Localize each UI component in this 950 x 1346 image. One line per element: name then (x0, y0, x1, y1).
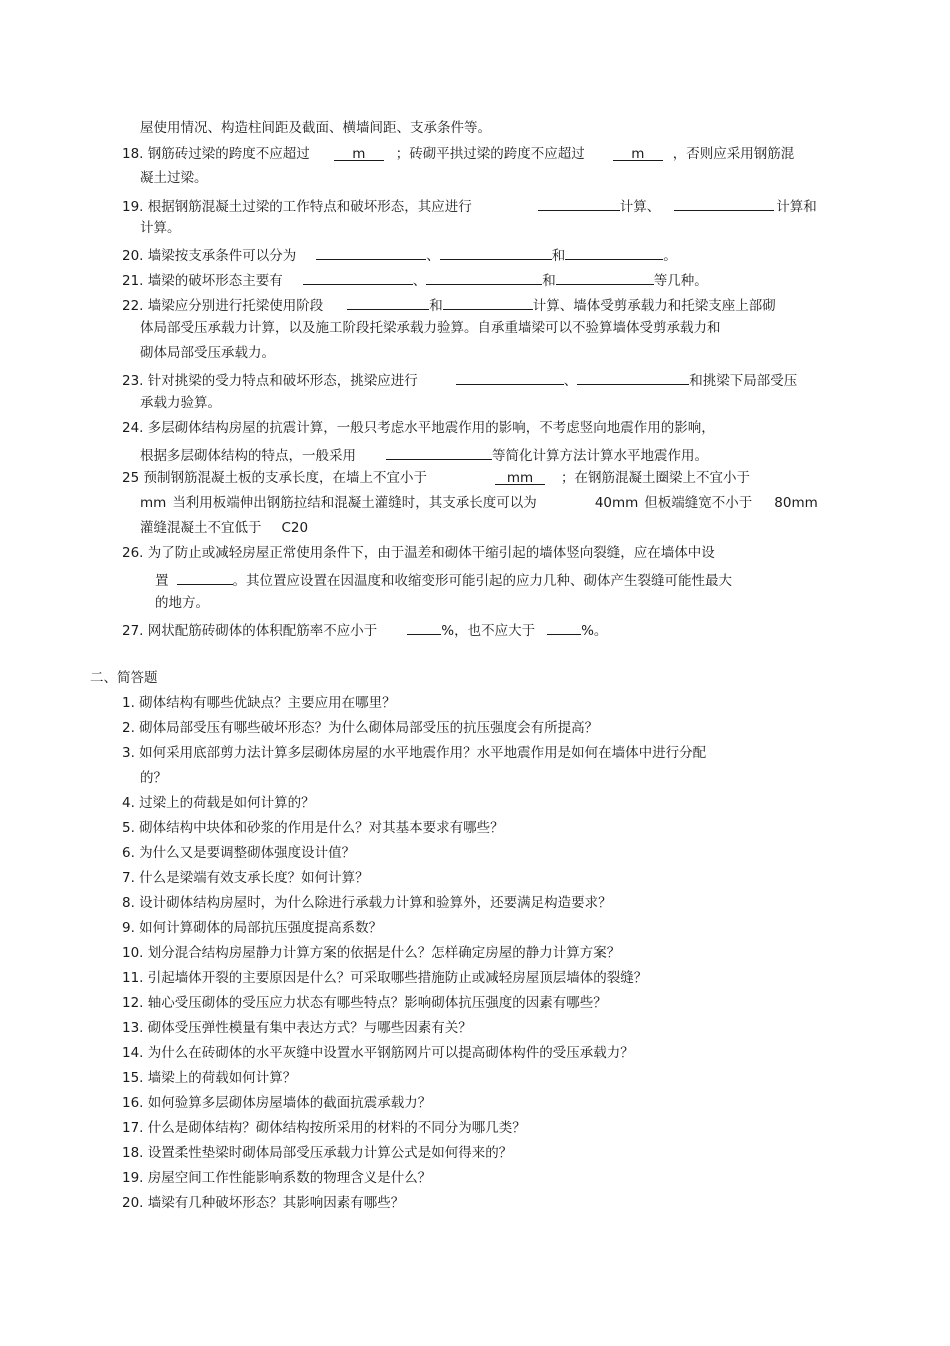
q25-text: 当利用板端伸出钢筋拉结和混凝土灌缝时，其支承长度可以为 (172, 495, 537, 511)
list-item: 6. 为什么又是要调整砌体强度设计值？ (122, 845, 356, 861)
list-item: 8. 设计砌体结构房屋时，为什么除进行承载力计算和验算外，还要满足构造要求？ (122, 895, 612, 911)
question-26-cont: 的地方。 (155, 595, 209, 611)
q21-text: 等几种。 (653, 273, 708, 289)
blank (538, 195, 620, 211)
question-19-cont: 计算。 (140, 220, 181, 236)
q20-text: 20. 墙梁按支承条件可以分为 (122, 248, 297, 264)
q24-text: 等简化计算方法计算水平地震作用。 (492, 448, 708, 464)
question-24: 24. 多层砌体结构房屋的抗震计算，一般只考虑水平地震作用的影响，不考虑竖向地震作用的影响， (122, 420, 715, 436)
q22-text: 和 (429, 298, 443, 314)
list-item: 3. 如何采用底部剪力法计算多层砌体房屋的水平地震作用？水平地震作用是如何在墙体中进行分配 (122, 745, 707, 761)
q22-text: 22. 墙梁应分别进行托梁使用阶段 (122, 298, 324, 314)
unit: m (631, 146, 645, 162)
q21-text: 和 (542, 273, 556, 289)
blank (177, 569, 233, 585)
list-item: 15. 墙梁上的荷载如何计算？ (122, 1070, 297, 1086)
question-25-cont (140, 519, 308, 537)
list-item: 11. 引起墙体开裂的主要原因是什么？可采取哪些措施防止或减轻房屋顶层墙体的裂缝？ (122, 970, 648, 986)
q20-text: 、 (426, 248, 440, 264)
blank (334, 145, 384, 161)
q23-text: 、 (563, 373, 578, 389)
blank (443, 294, 533, 310)
q26-text: 置 (155, 573, 169, 589)
q25-text: 但板端缝宽不小于 (644, 495, 753, 511)
question-25 (122, 469, 750, 487)
question-18-cont: 凝土过梁。 (140, 170, 208, 186)
q18-text: 18. 钢筋砖过梁的跨度不应超过 (122, 146, 310, 162)
q27-text: 27. 网状配筋砖砌体的体积配筋率不应小于 (122, 623, 378, 639)
q25-text: ；在钢筋混凝土圈梁上不宜小于 (560, 470, 750, 486)
list-item: 2. 砌体局部受压有哪些破坏形态？为什么砌体局部受压的抗压强度会有所提高？ (122, 720, 599, 736)
list-item-cont: 的？ (140, 770, 167, 786)
unit: mm (506, 470, 534, 486)
q21-text: 21. 墙梁的破坏形态主要有 (122, 273, 283, 289)
q19-text: 计算、 (619, 199, 661, 215)
text-line: 屋使用情况、构造柱间距及截面、横墙间距、支承条件等。 (140, 120, 491, 136)
question-21 (122, 269, 708, 290)
blank (347, 294, 429, 310)
q23-text: 和挑梁下局部受压 (689, 373, 798, 389)
q25-value: C20 (281, 520, 309, 536)
q25-value: 40mm (594, 495, 639, 511)
blank (565, 244, 663, 260)
blank (316, 244, 426, 260)
list-item: 7. 什么是梁端有效支承长度？如何计算？ (122, 870, 369, 886)
section-title: 二、简答题 (90, 670, 158, 686)
question-23 (122, 369, 797, 390)
list-item: 19. 房屋空间工作性能影响系数的物理含义是什么？ (122, 1170, 432, 1186)
question-26: 26. 为了防止或减轻房屋正常使用条件下，由于温差和砌体干缩引起的墙体竖向裂缝，应在墙体中设 (122, 545, 715, 561)
q18-text: ，否则应采用钢筋混 (672, 146, 795, 162)
question-18 (122, 145, 794, 163)
q18-text: ；砖砌平拱过梁的跨度不应超过 (395, 146, 585, 162)
list-item: 1. 砌体结构有哪些优缺点？主要应用在哪里？ (122, 695, 396, 711)
blank (547, 619, 581, 635)
q27-text: %。 (581, 623, 608, 639)
q25-text: 25 预制钢筋混凝土板的支承长度，在墙上不宜小于 (122, 470, 427, 486)
q20-text: 。 (663, 248, 677, 264)
blank (674, 195, 774, 211)
blank (577, 369, 689, 385)
unit: m (352, 146, 366, 162)
list-item: 5. 砌体结构中块体和砂浆的作用是什么？对其基本要求有哪些？ (122, 820, 504, 836)
blank (303, 269, 413, 285)
list-item: 17. 什么是砌体结构？砌体结构按所采用的材料的不同分为哪几类？ (122, 1120, 526, 1136)
list-item: 16. 如何验算多层砌体房屋墙体的截面抗震承载力？ (122, 1095, 432, 1111)
list-item: 13. 砌体受压弹性模量有集中表达方式？与哪些因素有关？ (122, 1020, 472, 1036)
question-22-cont: 砌体局部受压承载力。 (140, 345, 275, 361)
list-item: 20. 墙梁有几种破坏形态？其影响因素有哪些？ (122, 1195, 405, 1211)
blank (613, 145, 663, 161)
q19-text: 计算和 (776, 199, 817, 215)
blank (386, 444, 492, 460)
blank (440, 244, 552, 260)
blank (407, 619, 441, 635)
list-item: 12. 轴心受压砌体的受压应力状态有哪些特点？影响砌体抗压强度的因素有哪些？ (122, 995, 607, 1011)
q26-text: 。其位置应设置在因温度和收缩变形可能引起的应力几种、砌体产生裂缝可能性最大 (232, 573, 732, 589)
q21-text: 、 (412, 273, 427, 289)
question-25-cont (140, 494, 818, 512)
question-27 (122, 619, 607, 640)
q19-text: 19. 根据钢筋混凝土过梁的工作特点和破坏形态，其应进行 (122, 199, 472, 215)
blank (556, 269, 654, 285)
question-23-cont: 承载力验算。 (140, 395, 221, 411)
q20-text: 和 (551, 248, 566, 264)
q25-value: 80mm (774, 495, 818, 511)
question-19 (122, 195, 817, 216)
q25-text: 灌缝混凝土不宜低于 (140, 520, 262, 536)
question-26-cont (155, 569, 732, 590)
blank (495, 469, 545, 485)
question-24-cont (140, 444, 708, 465)
q24-text: 根据多层砌体结构的特点，一般采用 (140, 448, 356, 464)
list-item: 14. 为什么在砖砌体的水平灰缝中设置水平钢筋网片可以提高砌体构件的受压承载力？ (122, 1045, 634, 1061)
list-item: 9. 如何计算砌体的局部抗压强度提高系数？ (122, 920, 383, 936)
q25-text: mm (140, 495, 167, 511)
q27-text: %，也不应大于 (441, 623, 536, 639)
list-item: 18. 设置柔性垫梁时砌体局部受压承载力计算公式是如何得来的？ (122, 1145, 513, 1161)
question-20 (122, 244, 677, 265)
question-22 (122, 294, 776, 315)
blank (426, 269, 542, 285)
question-22-cont: 体局部受压承载力计算，以及施工阶段托梁承载力验算。自承重墙梁可以不验算墙体受剪承载力和 (140, 320, 721, 336)
q23-text: 23. 针对挑梁的受力特点和破坏形态，挑梁应进行 (122, 373, 418, 389)
list-item: 4. 过梁上的荷载是如何计算的？ (122, 795, 315, 811)
list-item: 10. 划分混合结构房屋静力计算方案的依据是什么？怎样确定房屋的静力计算方案？ (122, 945, 621, 961)
q22-text: 计算、墙体受剪承载力和托梁支座上部砌 (532, 298, 776, 314)
blank (456, 369, 564, 385)
